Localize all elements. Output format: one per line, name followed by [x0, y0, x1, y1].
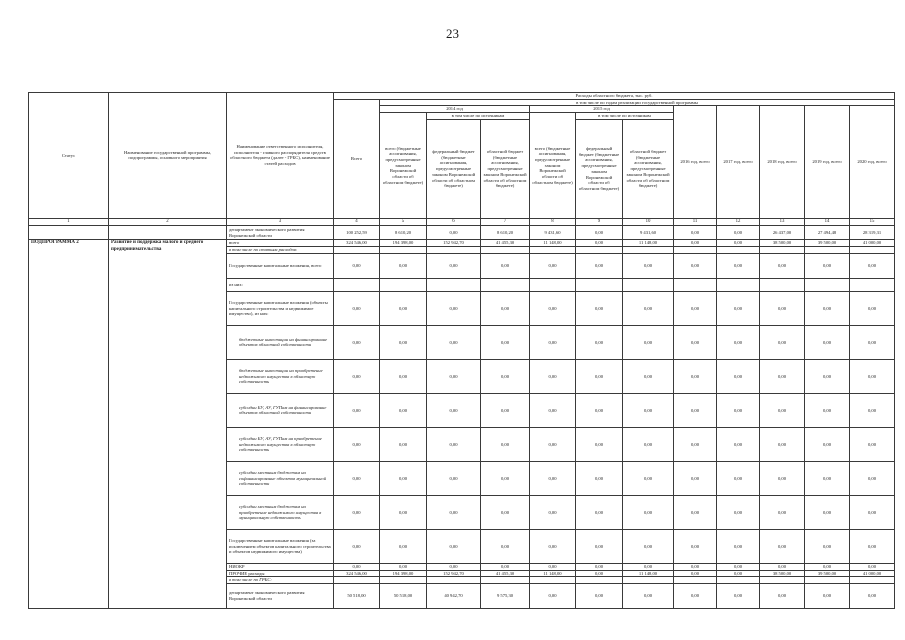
cell-value: 0,00 [760, 393, 805, 427]
cell-value: 0,00 [530, 495, 576, 529]
cell-program [109, 225, 227, 239]
cell-value: 39 500,00 [805, 570, 850, 577]
cell-value: 324 546,00 [334, 570, 380, 577]
cell-value: 28 319,31 [850, 225, 895, 239]
cell-value: 41 455,30 [481, 570, 530, 577]
cell-value: 0,00 [717, 495, 760, 529]
cell-value: 0,00 [481, 529, 530, 563]
cell-value: 0,00 [576, 461, 623, 495]
column-number: 1 [29, 218, 109, 225]
cell-value: 0,00 [760, 584, 805, 609]
header-col-6: федеральный бюджет (бюджетные ассигнования, предусмотренные законом Воронежской области об областном бюджете) [427, 119, 481, 218]
cell-value: 0,00 [623, 584, 674, 609]
header-col-13: 2018 год, всего [760, 106, 805, 218]
cell-value: 0,00 [576, 325, 623, 359]
cell-value [427, 577, 481, 584]
cell-value: 324 546,00 [334, 240, 380, 247]
cell-item: ПРОЧИЕ расходы [227, 570, 334, 577]
cell-value: 0,00 [850, 325, 895, 359]
header-program-name: Наименование государственной программы, подпрограммы, основного мероприятия [109, 93, 227, 219]
cell-value: 0,00 [850, 563, 895, 570]
cell-value: 0,00 [530, 291, 576, 325]
cell-item: всего [227, 240, 334, 247]
cell-status: ПОДПРОГРАММА 2 [29, 240, 109, 609]
cell-value [380, 278, 427, 291]
cell-value: 0,00 [717, 529, 760, 563]
cell-value: 0,00 [380, 461, 427, 495]
cell-value: 0,00 [380, 563, 427, 570]
cell-value: 9 431,60 [530, 225, 576, 239]
header-year-2014: 2014 год [380, 106, 530, 113]
cell-item: из них: [227, 278, 334, 291]
cell-value: 0,00 [674, 240, 717, 247]
cell-value: 0,00 [530, 253, 576, 278]
cell-value: 0,00 [717, 253, 760, 278]
cell-value: 0,00 [805, 325, 850, 359]
cell-value: 0,00 [717, 359, 760, 393]
header-executor: Наименование ответственного исполнителя, исполнителя - главного распорядителя средств областного бюджета (далее - ГРБС), наименование статей расходов [227, 93, 334, 219]
cell-value: 0,00 [760, 495, 805, 529]
cell-value: 0,00 [427, 253, 481, 278]
cell-value: 11 148,00 [623, 240, 674, 247]
cell-value: 0,00 [760, 291, 805, 325]
cell-value: 0,00 [481, 291, 530, 325]
cell-value: 0,00 [334, 529, 380, 563]
cell-value: 0,00 [380, 359, 427, 393]
cell-value: 0,00 [717, 461, 760, 495]
cell-value: 9 431,60 [623, 225, 674, 239]
cell-item: в том числе по статьям расходов: [227, 247, 334, 254]
header-status: Статус [29, 93, 109, 219]
cell-value: 0,00 [334, 461, 380, 495]
cell-value [623, 278, 674, 291]
cell-value: 0,00 [334, 495, 380, 529]
cell-value: 0,00 [481, 461, 530, 495]
cell-value: 11 148,00 [530, 240, 576, 247]
cell-value: 0,00 [481, 427, 530, 461]
page-number: 23 [446, 26, 459, 41]
column-number: 10 [623, 218, 674, 225]
cell-value: 0,00 [717, 570, 760, 577]
cell-value: 0,00 [530, 529, 576, 563]
cell-value [576, 278, 623, 291]
column-number: 12 [717, 218, 760, 225]
cell-value: 0,00 [427, 359, 481, 393]
header-col-10: областной бюджет (бюджетные ассигнования, предусмотренные законом Воронежской области об областном бюджете) [623, 119, 674, 218]
cell-value: 0,00 [427, 325, 481, 359]
cell-value: 41 000,00 [850, 240, 895, 247]
cell-value: 8 610,20 [481, 225, 530, 239]
cell-value [674, 577, 717, 584]
cell-value: 0,00 [481, 253, 530, 278]
cell-value: 0,00 [427, 393, 481, 427]
cell-value: 0,00 [717, 563, 760, 570]
cell-value [850, 278, 895, 291]
cell-value: 0,00 [674, 359, 717, 393]
cell-value: 0,00 [334, 563, 380, 570]
cell-value: 0,00 [850, 584, 895, 609]
cell-value: 0,00 [576, 253, 623, 278]
cell-value: 0,00 [576, 495, 623, 529]
cell-value: 0,00 [623, 563, 674, 570]
header-col-15: 2020 год, всего [850, 106, 895, 218]
cell-value: 0,00 [674, 291, 717, 325]
cell-value: 0,00 [805, 427, 850, 461]
cell-value: 0,00 [623, 461, 674, 495]
cell-value: 0,00 [427, 291, 481, 325]
cell-value: 0,00 [530, 461, 576, 495]
column-number: 15 [850, 218, 895, 225]
cell-value [850, 577, 895, 584]
column-number: 13 [760, 218, 805, 225]
cell-value [427, 278, 481, 291]
cell-value: 0,00 [530, 393, 576, 427]
header-incl-sources-2015: в том числе по источникам [576, 113, 674, 120]
cell-value: 0,00 [481, 495, 530, 529]
cell-value [380, 247, 427, 254]
cell-value: 152 942,70 [427, 570, 481, 577]
cell-value: 0,00 [850, 359, 895, 393]
cell-value: 0,00 [576, 291, 623, 325]
cell-value: 0,00 [623, 393, 674, 427]
column-number: 5 [380, 218, 427, 225]
cell-value: 9 575,30 [481, 584, 530, 609]
cell-item: НИОКР [227, 563, 334, 570]
cell-value: 0,00 [623, 253, 674, 278]
cell-value: 0,00 [805, 495, 850, 529]
cell-value [481, 577, 530, 584]
header-year-2015: 2015 год [530, 106, 674, 113]
cell-value: 0,00 [850, 461, 895, 495]
cell-value: 0,00 [805, 359, 850, 393]
column-number: 2 [109, 218, 227, 225]
cell-value: 0,00 [674, 529, 717, 563]
header-col-12: 2017 год, всего [717, 106, 760, 218]
cell-value [805, 247, 850, 254]
cell-value [674, 247, 717, 254]
cell-item: в том числе по ГРБС: [227, 577, 334, 584]
cell-value: 0,00 [576, 225, 623, 239]
cell-value: 0,00 [760, 253, 805, 278]
cell-value: 0,00 [427, 427, 481, 461]
cell-value: 41 455,30 [481, 240, 530, 247]
cell-value [623, 247, 674, 254]
cell-value: 0,00 [623, 359, 674, 393]
cell-value: 0,00 [760, 427, 805, 461]
cell-value: 0,00 [427, 563, 481, 570]
cell-value: 0,00 [576, 393, 623, 427]
cell-value: 0,00 [623, 291, 674, 325]
column-number: 11 [674, 218, 717, 225]
header-col-8: всего (бюджетные ассигнования, предусмотренные законом Воронежской области об областном бюджете) [530, 113, 576, 219]
cell-value: 0,00 [481, 563, 530, 570]
cell-value: 0,00 [674, 225, 717, 239]
cell-value: 0,00 [760, 461, 805, 495]
cell-value: 27 494,48 [805, 225, 850, 239]
cell-value: 0,00 [623, 427, 674, 461]
cell-value: 0,00 [380, 253, 427, 278]
cell-value [530, 577, 576, 584]
cell-value: 0,00 [717, 393, 760, 427]
cell-value: 0,00 [850, 529, 895, 563]
cell-value: 152 942,70 [427, 240, 481, 247]
cell-value: 0,00 [530, 563, 576, 570]
cell-value: 0,00 [850, 291, 895, 325]
cell-value: 11 148,00 [623, 570, 674, 577]
cell-value [576, 577, 623, 584]
cell-value: 0,00 [674, 393, 717, 427]
cell-item: субсидии местным бюджетам на софинансирование объектов муниципальной собственности [227, 461, 334, 495]
cell-program: Развитие и поддержка малого и среднего предпринимательства [109, 240, 227, 609]
cell-value: 39 500,00 [805, 240, 850, 247]
header-total: Всего [334, 99, 380, 218]
cell-value: 0,00 [334, 427, 380, 461]
column-number: 6 [427, 218, 481, 225]
cell-value [760, 577, 805, 584]
cell-value: 0,00 [674, 570, 717, 577]
cell-value [850, 247, 895, 254]
cell-value [717, 278, 760, 291]
cell-value: 0,00 [805, 563, 850, 570]
cell-value [760, 247, 805, 254]
header-incl-sources-2014: в том числе по источникам [427, 113, 530, 120]
cell-value: 50 518,00 [334, 584, 380, 609]
cell-value: 38 500,00 [760, 240, 805, 247]
cell-value: 0,00 [805, 529, 850, 563]
cell-value: 0,00 [805, 291, 850, 325]
cell-value: 0,00 [380, 495, 427, 529]
cell-value: 0,00 [760, 529, 805, 563]
column-number: 3 [227, 218, 334, 225]
table-row [29, 225, 895, 239]
cell-value [576, 247, 623, 254]
cell-value: 0,00 [530, 325, 576, 359]
cell-value: 0,00 [760, 563, 805, 570]
cell-value: 41 000,00 [850, 570, 895, 577]
cell-value: 0,00 [623, 495, 674, 529]
column-number: 4 [334, 218, 380, 225]
cell-value: 0,00 [760, 325, 805, 359]
cell-value: 38 500,00 [760, 570, 805, 577]
cell-value [427, 247, 481, 254]
cell-value: 0,00 [623, 325, 674, 359]
cell-value: 0,00 [717, 291, 760, 325]
cell-value: 26 437,00 [760, 225, 805, 239]
cell-item: субсидии БУ, АУ, ГУПам на приобретение недвижимого имущества в областную собственность [227, 427, 334, 461]
cell-item: департамент экономического развития Воронежской области [227, 225, 334, 239]
cell-value: 0,00 [530, 359, 576, 393]
cell-value: 0,00 [576, 240, 623, 247]
column-number: 14 [805, 218, 850, 225]
cell-value: 194 398,00 [380, 570, 427, 577]
cell-value [717, 247, 760, 254]
cell-value: 0,00 [717, 427, 760, 461]
cell-value: 0,00 [427, 495, 481, 529]
cell-value: 50 518,00 [380, 584, 427, 609]
cell-value [530, 278, 576, 291]
cell-value: 0,00 [334, 291, 380, 325]
cell-value [530, 247, 576, 254]
cell-value [334, 278, 380, 291]
cell-item: департамент экономического развития Воронежской области [227, 584, 334, 609]
cell-value: 0,00 [623, 529, 674, 563]
cell-value: 0,00 [850, 427, 895, 461]
cell-value: 0,00 [380, 291, 427, 325]
cell-value: 0,00 [674, 427, 717, 461]
header-expenses-title: Расходы областного бюджета, тыс. руб. [334, 93, 895, 100]
cell-value: 0,00 [805, 461, 850, 495]
cell-status [29, 225, 109, 239]
cell-value: 0,00 [380, 325, 427, 359]
cell-value: 0,00 [717, 325, 760, 359]
cell-value: 0,00 [334, 253, 380, 278]
cell-value [760, 278, 805, 291]
cell-value [805, 577, 850, 584]
cell-value [334, 247, 380, 254]
cell-value: 194 398,00 [380, 240, 427, 247]
cell-value: 0,00 [850, 495, 895, 529]
cell-value: 0,00 [576, 529, 623, 563]
cell-value: 0,00 [717, 240, 760, 247]
cell-value [674, 278, 717, 291]
cell-value: 0,00 [674, 584, 717, 609]
cell-item: субсидии местным бюджетам на приобретение недвижимого имущества в муниципальную собственность [227, 495, 334, 529]
cell-value: 0,00 [805, 253, 850, 278]
cell-value: 40 942,70 [427, 584, 481, 609]
cell-value: 0,00 [576, 359, 623, 393]
cell-value: 0,00 [850, 253, 895, 278]
header-by-years: в том числе по годам реализации государственной программы [380, 99, 895, 106]
cell-value: 0,00 [717, 225, 760, 239]
cell-value: 0,00 [427, 529, 481, 563]
cell-value: 0,00 [481, 393, 530, 427]
cell-value: 0,00 [576, 570, 623, 577]
header-col-14: 2019 год, всего [805, 106, 850, 218]
cell-value: 0,00 [576, 563, 623, 570]
cell-value: 0,00 [380, 427, 427, 461]
cell-value [805, 278, 850, 291]
cell-value: 0,00 [674, 563, 717, 570]
cell-value [481, 278, 530, 291]
cell-value: 0,00 [334, 393, 380, 427]
cell-value: 0,00 [760, 359, 805, 393]
cell-value [481, 247, 530, 254]
table-row [29, 240, 895, 247]
header-col-11: 2016 год, всего [674, 106, 717, 218]
column-numbers-row [29, 218, 895, 225]
column-number: 7 [481, 218, 530, 225]
cell-item: Государственные капитальные вложения (за исключением объектов капитального строительства и объектов недвижимого имущества) [227, 529, 334, 563]
cell-value: 0,00 [380, 393, 427, 427]
cell-value: 0,00 [717, 584, 760, 609]
cell-value: 0,00 [427, 225, 481, 239]
cell-value: 0,00 [850, 393, 895, 427]
cell-value: 0,00 [334, 325, 380, 359]
column-number: 9 [576, 218, 623, 225]
cell-item: Государственные капитальные вложения (объекты капитального строительства и недвижимое имущество), из них: [227, 291, 334, 325]
cell-value: 0,00 [380, 529, 427, 563]
cell-value [623, 577, 674, 584]
cell-value: 0,00 [530, 427, 576, 461]
table-body [29, 225, 895, 608]
header-col-7: областной бюджет (бюджетные ассигнования, предусмотренные законом Воронежской области об областном бюджете) [481, 119, 530, 218]
cell-value [380, 577, 427, 584]
cell-item: субсидии БУ, АУ, ГУПам на финансирование объектов областной собственности [227, 393, 334, 427]
cell-value: 0,00 [576, 427, 623, 461]
cell-value: 0,00 [674, 253, 717, 278]
cell-value: 0,00 [576, 584, 623, 609]
cell-item: Государственные капитальные вложения, всего [227, 253, 334, 278]
cell-value: 0,00 [481, 325, 530, 359]
cell-item: бюджетные инвестиции на финансирование объектов областной собственности [227, 325, 334, 359]
cell-value: 8 610,20 [380, 225, 427, 239]
cell-value [717, 577, 760, 584]
header-col-9: федеральный бюджет (бюджетные ассигнования, предусмотренные законом Воронежской области об областном бюджете) [576, 119, 623, 218]
cell-value: 0,00 [805, 584, 850, 609]
cell-value: 0,00 [481, 359, 530, 393]
cell-value: 0,00 [334, 359, 380, 393]
cell-value: 0,00 [530, 584, 576, 609]
cell-value: 0,00 [674, 461, 717, 495]
cell-item: бюджетные инвестиции на приобретение недвижимого имущества в областную собственность [227, 359, 334, 393]
cell-value: 100 252,59 [334, 225, 380, 239]
cell-value: 0,00 [674, 495, 717, 529]
cell-value [334, 577, 380, 584]
cell-value: 11 148,00 [530, 570, 576, 577]
cell-value: 0,00 [805, 393, 850, 427]
budget-table [28, 92, 895, 609]
cell-value: 0,00 [674, 325, 717, 359]
cell-value: 0,00 [427, 461, 481, 495]
column-number: 8 [530, 218, 576, 225]
header-col-5: всего (бюджетные ассигнования, предусмотренные законом Воронежской области об областном бюджете) [380, 113, 427, 219]
